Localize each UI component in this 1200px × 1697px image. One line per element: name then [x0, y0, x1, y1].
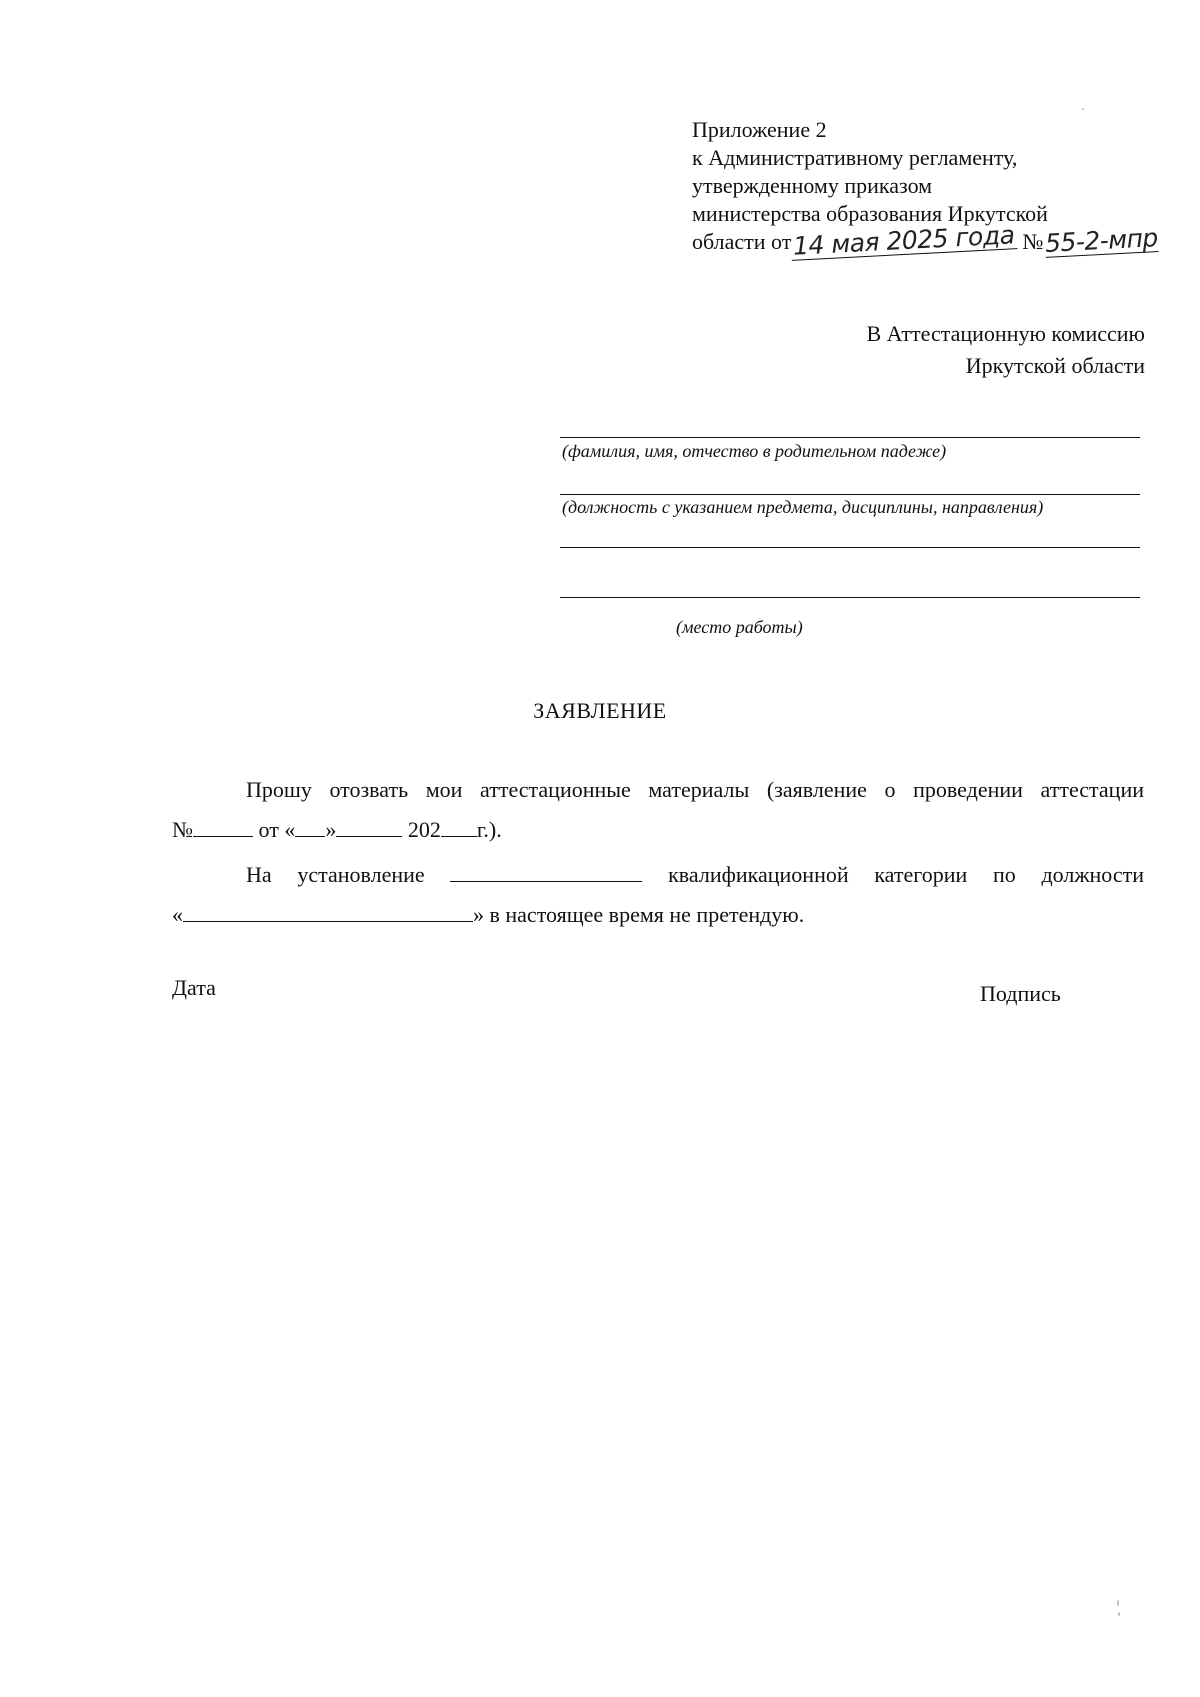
document-title: ЗАЯВЛЕНИЕ: [533, 698, 667, 723]
category-start-text: На установление: [246, 862, 425, 887]
appendix-line-4: министерства образования Иркутской: [692, 201, 1048, 226]
year-suffix: г.).: [476, 817, 502, 842]
appendix-line-2: к Административному регламенту,: [692, 145, 1018, 170]
paragraph-category: [172, 855, 1144, 935]
paragraph-category-line-1: [172, 855, 1144, 895]
addressee-block: [866, 318, 1145, 382]
month-blank[interactable]: [336, 816, 402, 837]
number-sign: №: [1022, 229, 1044, 254]
name-field-line[interactable]: [560, 437, 1140, 438]
paragraph-withdraw-line-2: [172, 810, 1144, 850]
addressee-line-2: Иркутской области: [965, 353, 1145, 378]
position-blank[interactable]: [183, 901, 473, 922]
workplace-field-line-1[interactable]: [560, 547, 1140, 548]
year-blank[interactable]: [441, 816, 477, 837]
day-blank[interactable]: [295, 816, 325, 837]
workplace-field-line-2[interactable]: [560, 597, 1140, 598]
appendix-line-5: [692, 220, 1159, 261]
position-field-caption: (должность с указанием предмета, дисциплины, направления): [562, 497, 1044, 517]
paragraph-category-line-2: [172, 895, 1144, 935]
paragraph-withdraw: [172, 770, 1144, 850]
scan-speck: [1117, 1600, 1119, 1606]
scan-speck: [1118, 1612, 1120, 1616]
appendix-block: [692, 116, 1159, 261]
appendix-line-5-prefix: области от: [692, 229, 792, 254]
addressee-line-1: В Аттестационную комиссию: [866, 321, 1145, 346]
appendix-line-3: утвержденному приказом: [692, 173, 933, 198]
year-prefix: 202: [407, 817, 441, 842]
category-end-text: » в настоящее время не претендую.: [473, 902, 805, 927]
scan-speck: [1082, 108, 1084, 110]
application-number-blank[interactable]: [193, 816, 253, 837]
paragraph-withdraw-line-1: Прошу отозвать мои аттестационные материалы (заявление о проведении аттестации: [246, 777, 1144, 802]
handwritten-date: 14 мая 2025 года: [792, 220, 1016, 261]
appendix-line-1: Приложение 2: [692, 117, 827, 142]
position-field-line[interactable]: [560, 494, 1140, 495]
category-middle-text: квалификационной категории по должности: [668, 862, 1145, 887]
quote-close: »: [325, 817, 337, 842]
name-field-caption: (фамилия, имя, отчество в родительном падеже): [562, 441, 947, 461]
date-label: Дата: [172, 975, 216, 1000]
application-number-sign: №: [172, 817, 193, 842]
from-label: от «: [258, 817, 296, 842]
position-quote-open: «: [172, 902, 183, 927]
signature-label: Подпись: [980, 981, 1061, 1006]
category-blank[interactable]: [450, 861, 642, 882]
workplace-field-caption: (место работы): [676, 617, 803, 637]
handwritten-number: 55-2-мпр: [1044, 223, 1159, 258]
